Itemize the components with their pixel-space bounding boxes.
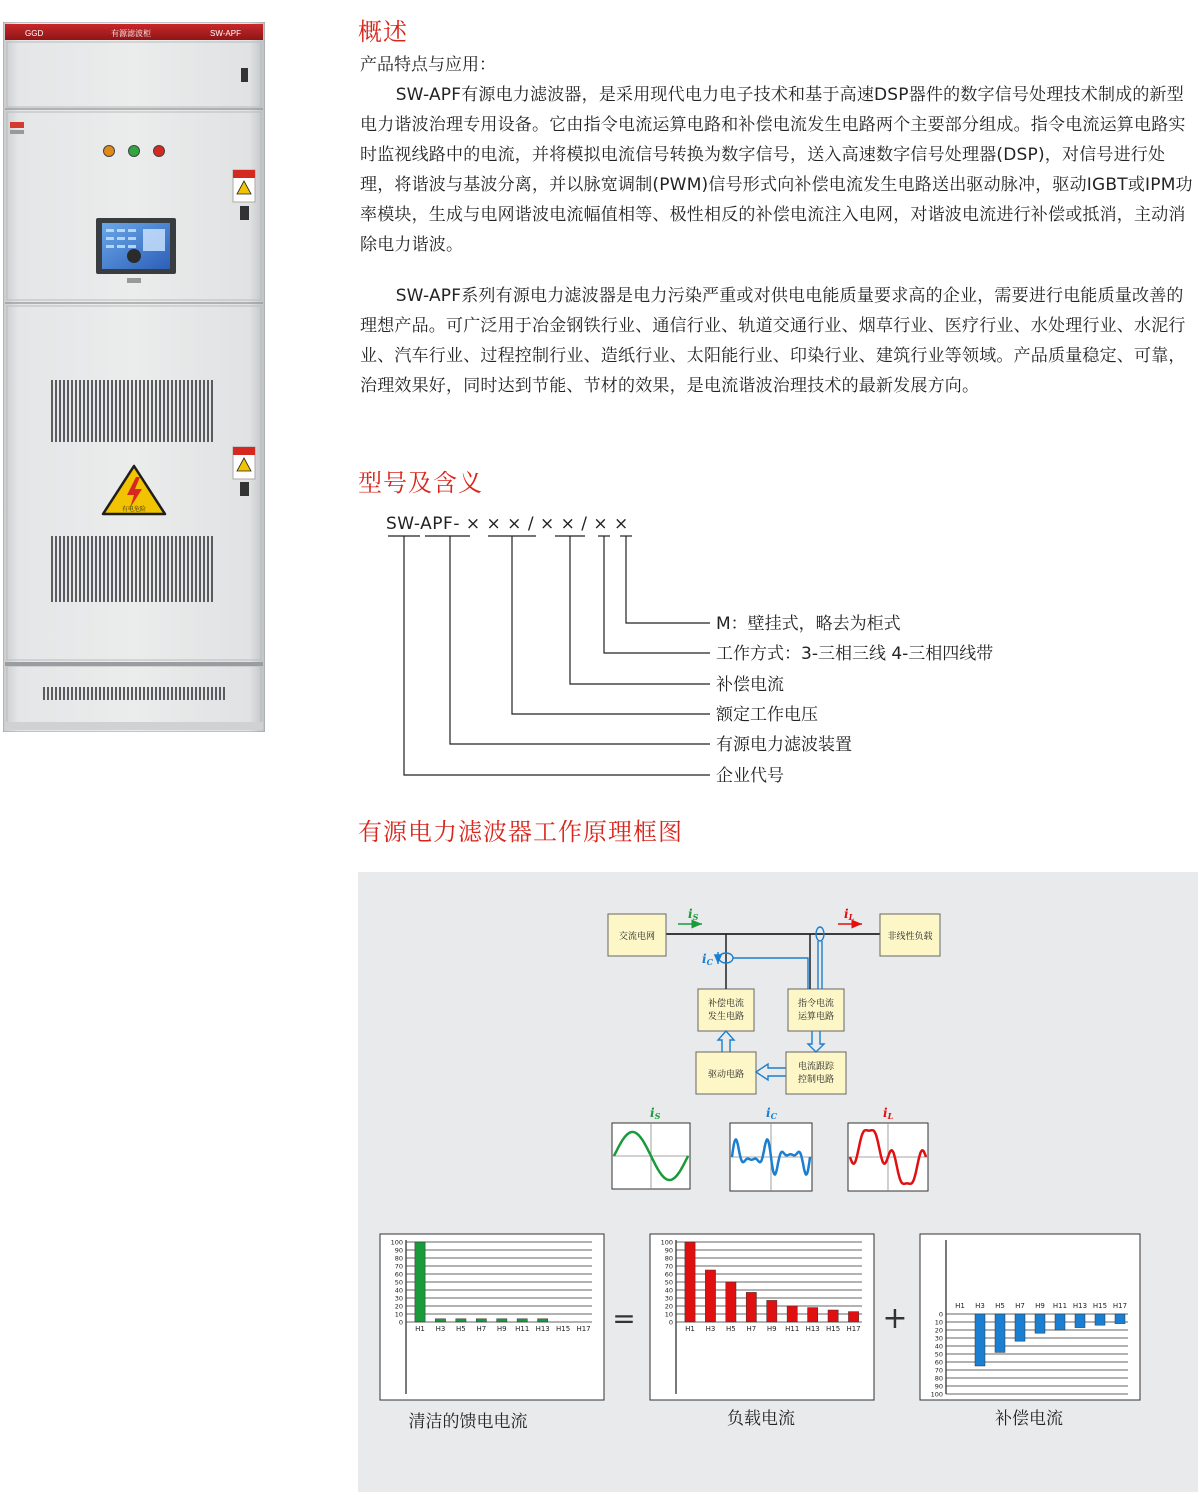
y-tick-label: 90 bbox=[934, 1382, 943, 1391]
y-tick-label: 50 bbox=[394, 1278, 403, 1287]
wave-ic-sub: C bbox=[770, 1111, 777, 1121]
y-tick-label: 70 bbox=[664, 1262, 673, 1271]
y-tick-label: 30 bbox=[934, 1334, 943, 1343]
svg-text:iL bbox=[844, 907, 855, 922]
y-tick-label: 20 bbox=[664, 1302, 673, 1311]
x-tick-label: H3 bbox=[975, 1302, 985, 1310]
bar bbox=[538, 1319, 548, 1322]
overview-title: 概述 bbox=[358, 18, 408, 46]
x-tick-label: H5 bbox=[456, 1325, 466, 1333]
y-tick-label: 90 bbox=[394, 1246, 403, 1255]
chart-comp-title: 补偿电流 bbox=[995, 1409, 1063, 1429]
model-meaning-6: 企业代号 bbox=[716, 766, 784, 786]
wave-is-sub: S bbox=[654, 1111, 661, 1121]
y-tick-label: 40 bbox=[664, 1286, 673, 1295]
ic-label: i bbox=[702, 952, 707, 966]
y-tick-label: 0 bbox=[668, 1318, 673, 1327]
y-tick-label: 100 bbox=[660, 1238, 673, 1247]
il-sub: L bbox=[848, 912, 855, 922]
x-tick-label: H17 bbox=[846, 1325, 861, 1333]
x-tick-label: H7 bbox=[1015, 1302, 1025, 1310]
wave-ic-label: i bbox=[766, 1106, 771, 1120]
overview-paragraph-1: SW-APF有源电力滤波器，是采用现代电力电子技术和基于高速DSP器件的数字信号处理技术制成的新型电力谐波治理专用设备。它由指令电流运算电路和补偿电流发生电路两个主要部分组成。指令电流运算电路实时监视线路中的电流，并将模拟电流信号转换为数字信号，送入高速数字信号处理器(DSP)，对信号进行处理，将谐波与基波分离，并以脉宽调制(PWM)信号形式向补偿电流发生电路送出驱动脉冲，驱动IGBT或IPM功率模块，生成与电网谐波电流幅值相等、极性相反的补偿电流注入电网，对谐波电流进行补偿或抵消，主动消除电力谐波。 bbox=[360, 85, 1193, 255]
y-tick-label: 0 bbox=[398, 1318, 403, 1327]
chart-compensation-current bbox=[920, 1234, 1140, 1400]
svg-text:iS bbox=[688, 907, 699, 922]
chart-clean-current bbox=[380, 1234, 604, 1400]
ic-sub: C bbox=[706, 957, 713, 967]
cabinet-header-center: 有源滤波柜 bbox=[111, 29, 151, 38]
x-tick-label: H1 bbox=[685, 1325, 695, 1333]
bar bbox=[975, 1314, 985, 1366]
block-comp-gen-line2: 发生电路 bbox=[707, 1012, 745, 1022]
x-tick-label: H13 bbox=[805, 1325, 820, 1333]
x-tick-label: H5 bbox=[726, 1325, 736, 1333]
block-drive-label: 驱动电路 bbox=[707, 1070, 745, 1080]
waveform-is bbox=[612, 1106, 690, 1189]
block-cmd-calc-line2: 运算电路 bbox=[797, 1012, 835, 1022]
bar bbox=[435, 1319, 445, 1322]
y-tick-label: 50 bbox=[934, 1350, 943, 1359]
cabinet-header-left: GGD bbox=[25, 29, 44, 38]
y-tick-label: 50 bbox=[664, 1278, 673, 1287]
x-tick-label: H11 bbox=[1052, 1302, 1068, 1310]
chart-clean-title: 清洁的馈电电流 bbox=[408, 1412, 528, 1432]
block-cmd-calc bbox=[788, 989, 844, 1031]
block-comp-gen-line1: 补偿电流 bbox=[707, 999, 745, 1009]
y-tick-label: 100 bbox=[930, 1390, 943, 1399]
y-tick-label: 90 bbox=[664, 1246, 673, 1255]
x-tick-label: H1 bbox=[415, 1325, 425, 1333]
model-meaning-5: 有源电力滤波装置 bbox=[716, 735, 852, 755]
model-meaning-3: 补偿电流 bbox=[716, 675, 784, 695]
is-label: i bbox=[688, 907, 693, 921]
bar bbox=[828, 1310, 838, 1322]
x-tick-label: H7 bbox=[746, 1325, 757, 1333]
y-tick-label: 40 bbox=[934, 1342, 943, 1351]
y-tick-label: 80 bbox=[664, 1254, 673, 1263]
bar bbox=[685, 1242, 695, 1322]
waveform-ic bbox=[730, 1106, 812, 1191]
x-tick-label: H11 bbox=[785, 1325, 800, 1333]
model-meaning-2: 工作方式：3-三相三线 4-三相四线带 bbox=[716, 644, 994, 664]
bar bbox=[497, 1319, 507, 1322]
y-tick-label: 100 bbox=[390, 1238, 403, 1247]
product-photo-cabinet bbox=[3, 22, 265, 732]
x-tick-label: H7 bbox=[476, 1325, 487, 1333]
bar bbox=[517, 1319, 527, 1322]
chart-load-current bbox=[650, 1234, 874, 1400]
y-tick-label: 60 bbox=[934, 1358, 943, 1367]
bar bbox=[476, 1319, 486, 1322]
x-tick-label: H15 bbox=[556, 1325, 571, 1333]
x-tick-label: H17 bbox=[576, 1325, 591, 1333]
block-track bbox=[786, 1052, 846, 1094]
bar bbox=[456, 1319, 466, 1322]
block-load bbox=[880, 914, 940, 956]
model-meaning-1: M：壁挂式，略去为柜式 bbox=[716, 614, 901, 634]
y-tick-label: 10 bbox=[664, 1310, 673, 1319]
x-tick-label: H1 bbox=[955, 1302, 965, 1310]
x-tick-label: H3 bbox=[705, 1325, 716, 1333]
block-drive bbox=[696, 1052, 756, 1094]
overview-paragraph-2: SW-APF系列有源电力滤波器是电力污染严重或对供电电能质量要求高的企业，需要进行电能质量改善的理想产品。可广泛用于冶金钢铁行业、通信行业、轨道交通行业、烟草行业、医疗行业、水处理行业、水泥行业、汽车行业、过程控制行业、造纸行业、太阳能行业、印染行业、建筑行业等领域。产品质量稳定、可靠，治理效果好，同时达到节能、节材的效果，是电流谐波治理技术的最新发展方向。 bbox=[360, 286, 1186, 396]
bar bbox=[787, 1306, 797, 1322]
model-code: SW-APF- × × × / × × / × × bbox=[386, 514, 629, 534]
cabinet-illustration bbox=[3, 22, 265, 732]
waveform-il bbox=[848, 1106, 928, 1191]
chart-frame bbox=[650, 1234, 874, 1400]
intro-label: 产品特点与应用： bbox=[360, 55, 496, 75]
y-tick-label: 10 bbox=[394, 1310, 403, 1319]
block-grid bbox=[608, 914, 666, 956]
block-cmd-calc-line1: 指令电流 bbox=[797, 999, 835, 1009]
x-tick-label: H9 bbox=[1035, 1302, 1045, 1310]
x-tick-label: H13 bbox=[535, 1325, 550, 1333]
bar bbox=[1075, 1314, 1085, 1328]
y-tick-label: 60 bbox=[394, 1270, 403, 1279]
bar bbox=[1035, 1314, 1045, 1333]
bar bbox=[415, 1242, 425, 1322]
block-track-line2: 控制电路 bbox=[797, 1075, 835, 1085]
plus-sign: + bbox=[882, 1301, 908, 1336]
y-tick-label: 20 bbox=[394, 1302, 403, 1311]
y-tick-label: 10 bbox=[934, 1318, 943, 1327]
il-label: i bbox=[844, 907, 849, 921]
svg-text:iL bbox=[883, 1106, 894, 1121]
svg-text:iC bbox=[766, 1106, 778, 1121]
cabinet-header-right: SW-APF bbox=[210, 29, 241, 38]
block-comp-gen bbox=[698, 989, 754, 1031]
bar bbox=[746, 1292, 756, 1322]
bar bbox=[808, 1308, 818, 1322]
block-diagram bbox=[358, 872, 1198, 1492]
wave-il-label: i bbox=[883, 1106, 888, 1120]
bar bbox=[726, 1282, 736, 1322]
wave-is-label: i bbox=[650, 1106, 655, 1120]
x-tick-label: H9 bbox=[766, 1325, 777, 1333]
chart-load-title: 负载电流 bbox=[727, 1409, 795, 1429]
x-tick-label: H13 bbox=[1072, 1302, 1088, 1310]
bar bbox=[705, 1270, 715, 1322]
bar bbox=[848, 1312, 858, 1322]
block-track-line1: 电流跟踪 bbox=[797, 1062, 835, 1072]
model-title: 型号及含义 bbox=[358, 469, 483, 497]
y-tick-label: 20 bbox=[934, 1326, 943, 1335]
y-tick-label: 70 bbox=[934, 1366, 943, 1375]
y-tick-label: 60 bbox=[664, 1270, 673, 1279]
is-sub: S bbox=[692, 912, 699, 922]
y-tick-label: 80 bbox=[934, 1374, 943, 1383]
y-tick-label: 0 bbox=[938, 1310, 943, 1319]
y-tick-label: 30 bbox=[664, 1294, 673, 1303]
x-tick-label: H17 bbox=[1112, 1302, 1128, 1310]
bar bbox=[1115, 1314, 1125, 1324]
wave-il-sub: L bbox=[887, 1111, 894, 1121]
x-tick-label: H9 bbox=[496, 1325, 507, 1333]
y-tick-label: 30 bbox=[394, 1294, 403, 1303]
block-grid-label: 交流电网 bbox=[618, 932, 656, 942]
y-tick-label: 80 bbox=[394, 1254, 403, 1263]
svg-text:iC bbox=[702, 952, 714, 967]
x-tick-label: H3 bbox=[435, 1325, 446, 1333]
x-tick-label: H15 bbox=[1092, 1302, 1108, 1310]
chart-frame bbox=[920, 1234, 1140, 1400]
block-load-label: 非线性负载 bbox=[887, 932, 933, 942]
bar bbox=[1095, 1314, 1105, 1325]
diagram-title: 有源电力滤波器工作原理框图 bbox=[358, 818, 683, 846]
bar bbox=[1055, 1314, 1065, 1330]
x-tick-label: H15 bbox=[826, 1325, 841, 1333]
bar bbox=[995, 1314, 1005, 1352]
x-tick-label: H11 bbox=[515, 1325, 530, 1333]
equals-sign: = bbox=[612, 1302, 636, 1335]
y-tick-label: 40 bbox=[394, 1286, 403, 1295]
cabinet-warning-label: 有电危险 bbox=[121, 506, 147, 513]
model-code-diagram bbox=[380, 505, 1080, 795]
bar bbox=[767, 1300, 777, 1322]
svg-text:iS bbox=[650, 1106, 661, 1121]
y-tick-label: 70 bbox=[394, 1262, 403, 1271]
bar bbox=[1015, 1314, 1025, 1341]
x-tick-label: H5 bbox=[995, 1302, 1005, 1310]
model-meaning-4: 额定工作电压 bbox=[716, 705, 818, 725]
chart-frame bbox=[380, 1234, 604, 1400]
diagram-panel bbox=[358, 872, 1198, 1492]
